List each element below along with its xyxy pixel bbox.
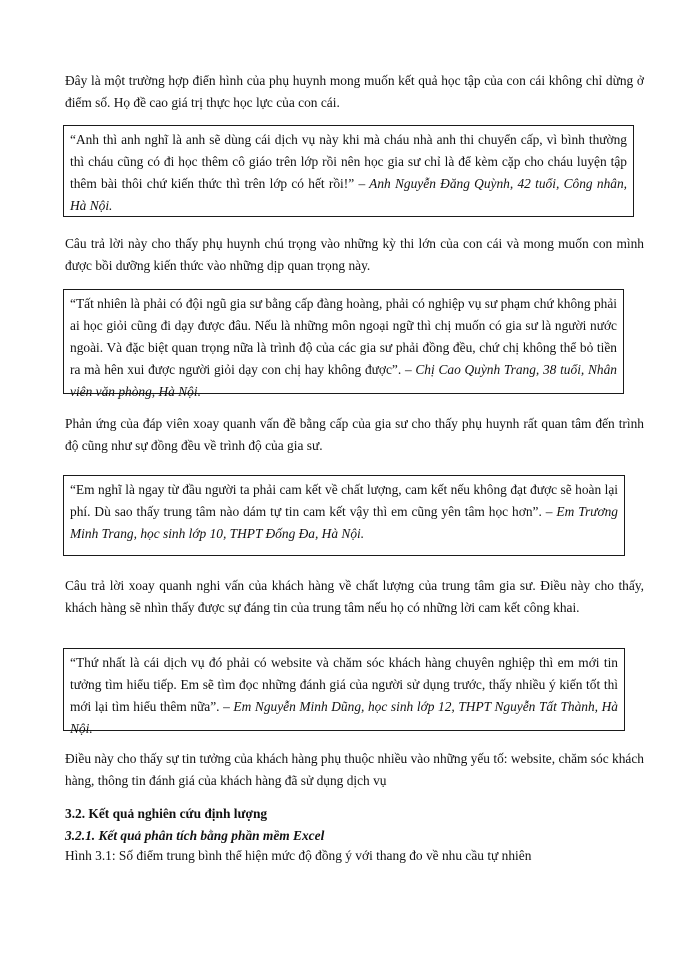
quote-3-text: “Em nghĩ là ngay từ đầu người ta phải cam kết về chất lượng, cam kết nếu không đạt được sẽ hoàn lại phí. Dù sao thấy trung tâm nào dám tự tin cam kết vậy thì em cũng yên tâm học hơn”. [70,482,618,519]
interview-quote-1 [63,125,634,217]
quote-3-body [70,479,618,545]
interview-quote-2 [63,289,624,399]
interview-quote-4 [63,648,625,736]
interview-quote-3 [63,475,625,556]
paragraph-3: Phản ứng của đáp viên xoay quanh vấn đề bằng cấp của gia sư cho thấy phụ huynh rất quan tâm đến trình độ cũng như sự đồng đều về trình độ của gia sư. [65,416,644,453]
quote-3-attribution: – Em Trương Minh Trang, học sinh lớp 10, THPT Đống Đa, Hà Nội. [70,504,619,541]
quote-4-body [70,652,618,740]
quote-1-attribution: – Anh Nguyễn Đăng Quỳnh, 42 tuổi, Công nhân, Hà Nội. [70,176,627,213]
quote-2-body [70,293,617,403]
paragraph-2: Câu trả lời này cho thấy phụ huynh chú trọng vào những kỳ thi lớn của con cái và mong muốn con mình được bồi dưỡng kiến thức vào những dịp quan trọng này. [65,236,644,273]
section-heading: 3.2. Kết quả nghiên cứu định lượng [65,806,268,821]
quote-1-text: “Anh thì anh nghĩ là anh sẽ dùng cái dịch vụ này khi mà cháu nhà anh thi chuyển cấp, vì bình thường thì cháu cũng có đi học thêm cô giáo trên lớp rồi nên học gia sư chỉ là để kèm cặp cho cháu luyện tập thêm bài thôi chứ kiến thức thì trên lớp có hết rồi!” [70,132,627,191]
quote-4-text: “Thứ nhất là cái dịch vụ đó phải có website và chăm sóc khách hàng chuyên nghiệp thì em mới tin tưởng tìm hiểu tiếp. Em sẽ tìm đọc những đánh giá của người sử dụng trước, thấy nhiều ý kiến tốt thì mới lại tìm hiểu thêm nữa”. [70,655,618,714]
quote-4-attribution: – Em Nguyễn Minh Dũng, học sinh lớp 12, THPT Nguyễn Tất Thành, Hà Nội. [70,699,618,736]
quote-2-attribution: – Chị Cao Quỳnh Trang, 38 tuổi, Nhân viên văn phòng, Hà Nội. [70,362,618,399]
paragraph-4: Câu trả lời xoay quanh nghi vấn của khách hàng về chất lượng của trung tâm gia sư. Điều này cho thấy, khách hàng sẽ nhìn thấy được sự đáng tin của trung tâm nếu họ có những lời cam kết công khai. [65,578,644,615]
figure-caption: Hình 3.1: Số điểm trung bình thể hiện mức độ đồng ý với thang đo về nhu cầu tự nhiên [65,848,532,863]
quote-1-body [70,129,627,217]
quote-2-text: “Tất nhiên là phải có đội ngũ gia sư bằng cấp đàng hoàng, phải có nghiệp vụ sư phạm chứ không phải ai học giỏi cũng đi dạy được đâu. Nếu là những môn ngoại ngữ thì chị muốn có gia sư là người nước ngoài. Và đặc biệt quan trọng nữa là trình độ của các gia sư phải đồng đều, chứ chị không thể bỏ tiền ra mà hên xui được người giỏi dạy con chị hay không được”. [70,296,617,377]
subsection-heading: 3.2.1. Kết quả phân tích bằng phần mềm Excel [65,828,325,843]
paragraph-5: Điều này cho thấy sự tin tưởng của khách hàng phụ thuộc nhiều vào những yếu tố: website, chăm sóc khách hàng, thông tin đánh giá của khách hàng đã sử dụng dịch vụ [65,751,644,788]
paragraph-1: Đây là một trường hợp điển hình của phụ huynh mong muốn kết quả học tập của con cái không chỉ dừng ở điểm số. Họ đề cao giá trị thực học lực của con cái. [65,73,644,110]
